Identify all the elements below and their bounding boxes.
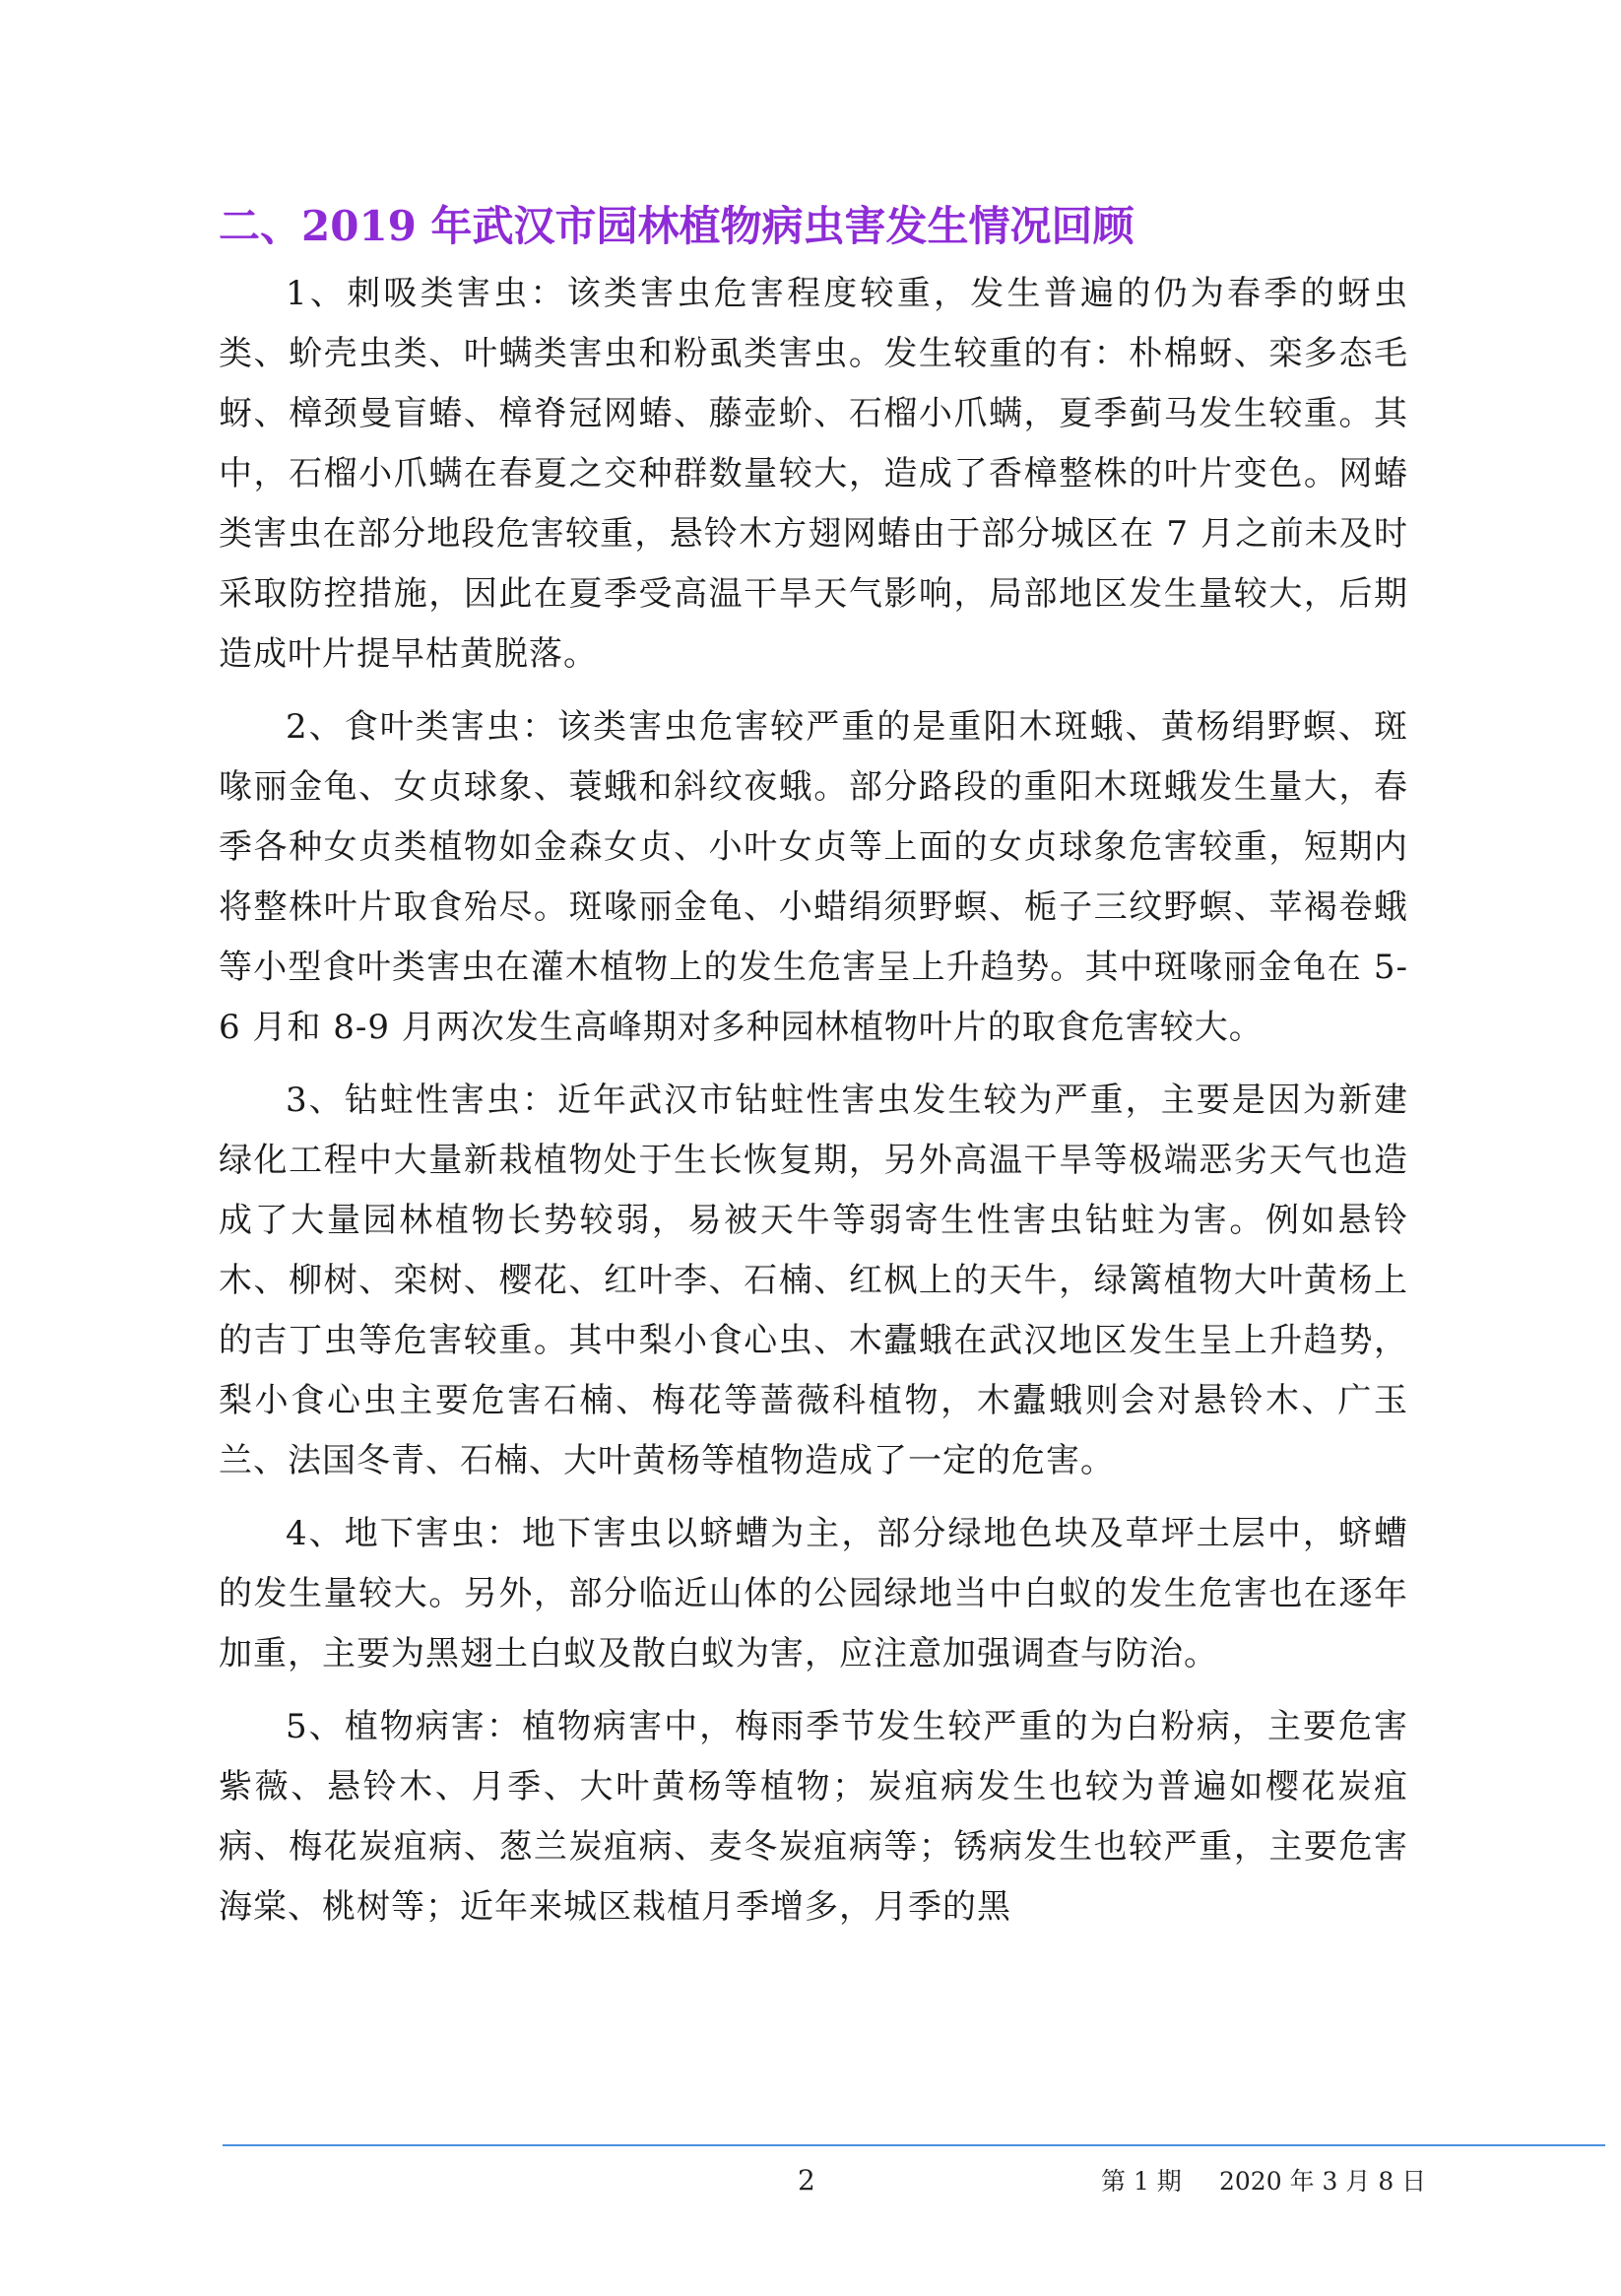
paragraph-plant-diseases: 5、植物病害：植物病害中，梅雨季节发生较严重的为白粉病，主要危害紫薇、悬铃木、月季、大叶黄杨等植物；炭疽病发生也较为普遍如樱花炭疽病、梅花炭疽病、葱兰炭疽病、麦冬炭疽病等；锈病发生也较严重，主要危害海棠、桃树等；近年来城区栽植月季增多，月季的黑 [219, 1707, 1408, 1927]
page-number: 2 [798, 2164, 815, 2197]
paragraph-boring-pests: 3、钻蛀性害虫：近年武汉市钻蛀性害虫发生较为严重，主要是因为新建绿化工程中大量新栽植物处于生长恢复期，另外高温干旱等极端恶劣天气也造成了大量园林植物长势较弱，易被天牛等弱寄生性害虫钻蛀为害。例如悬铃木、柳树、栾树、樱花、红叶李、石楠、红枫上的天牛，绿篱植物大叶黄杨上的吉丁虫等危害较重。其中梨小食心虫、木蠹蛾在武汉地区发生呈上升趋势，梨小食心虫主要危害石楠、梅花等蔷薇科植物，木蠹蛾则会对悬铃木、广玉兰、法国冬青、石楠、大叶黄杨等植物造成了一定的危害。 [219, 1081, 1408, 1480]
issue-number: 第 1 期 [1101, 2167, 1182, 2196]
body-text [219, 264, 1408, 1950]
paragraph-sucking-pests: 1、刺吸类害虫：该类害虫危害程度较重，发生普遍的仍为春季的蚜虫类、蚧壳虫类、叶螨类害虫和粉虱类害虫。发生较重的有：朴棉蚜、栾多态毛蚜、樟颈曼盲蝽、樟脊冠网蝽、藤壶蚧、石榴小爪螨，夏季蓟马发生较重。其中，石榴小爪螨在春夏之交种群数量较大，造成了香樟整株的叶片变色。网蝽类害虫在部分地段危害较重，悬铃木方翅网蝽由于部分城区在 7 月之前未及时采取防控措施，因此在夏季受高温干旱天气影响，局部地区发生量较大，后期造成叶片提早枯黄脱落。 [219, 274, 1408, 674]
footer-rule [223, 2144, 1605, 2146]
publication-date: 2020 年 3 月 8 日 [1219, 2167, 1427, 2196]
paragraph-underground-pests: 4、地下害虫：地下害虫以蛴螬为主，部分绿地色块及草坪土层中，蛴螬的发生量较大。另外，部分临近山体的公园绿地当中白蚁的发生危害也在逐年加重，主要为黑翅土白蚁及散白蚁为害，应注意加强调查与防治。 [219, 1514, 1408, 1673]
section-heading: 二、2019 年武汉市园林植物病虫害发生情况回顾 [219, 202, 1135, 250]
paragraph-leaf-eating-pests: 2、食叶类害虫：该类害虫危害较严重的是重阳木斑蛾、黄杨绢野螟、斑喙丽金龟、女贞球象、蓑蛾和斜纹夜蛾。部分路段的重阳木斑蛾发生量大，春季各种女贞类植物如金森女贞、小叶女贞等上面的女贞球象危害较重，短期内将整株叶片取食殆尽。斑喙丽金龟、小蜡绢须野螟、栀子三纹野螟、苹褐卷蛾等小型食叶类害虫在灌木植物上的发生危害呈上升趋势。其中斑喙丽金龟在 5-6 月和 8-9 月两次发生高峰期对多种园林植物叶片的取食危害较大。 [219, 707, 1408, 1047]
